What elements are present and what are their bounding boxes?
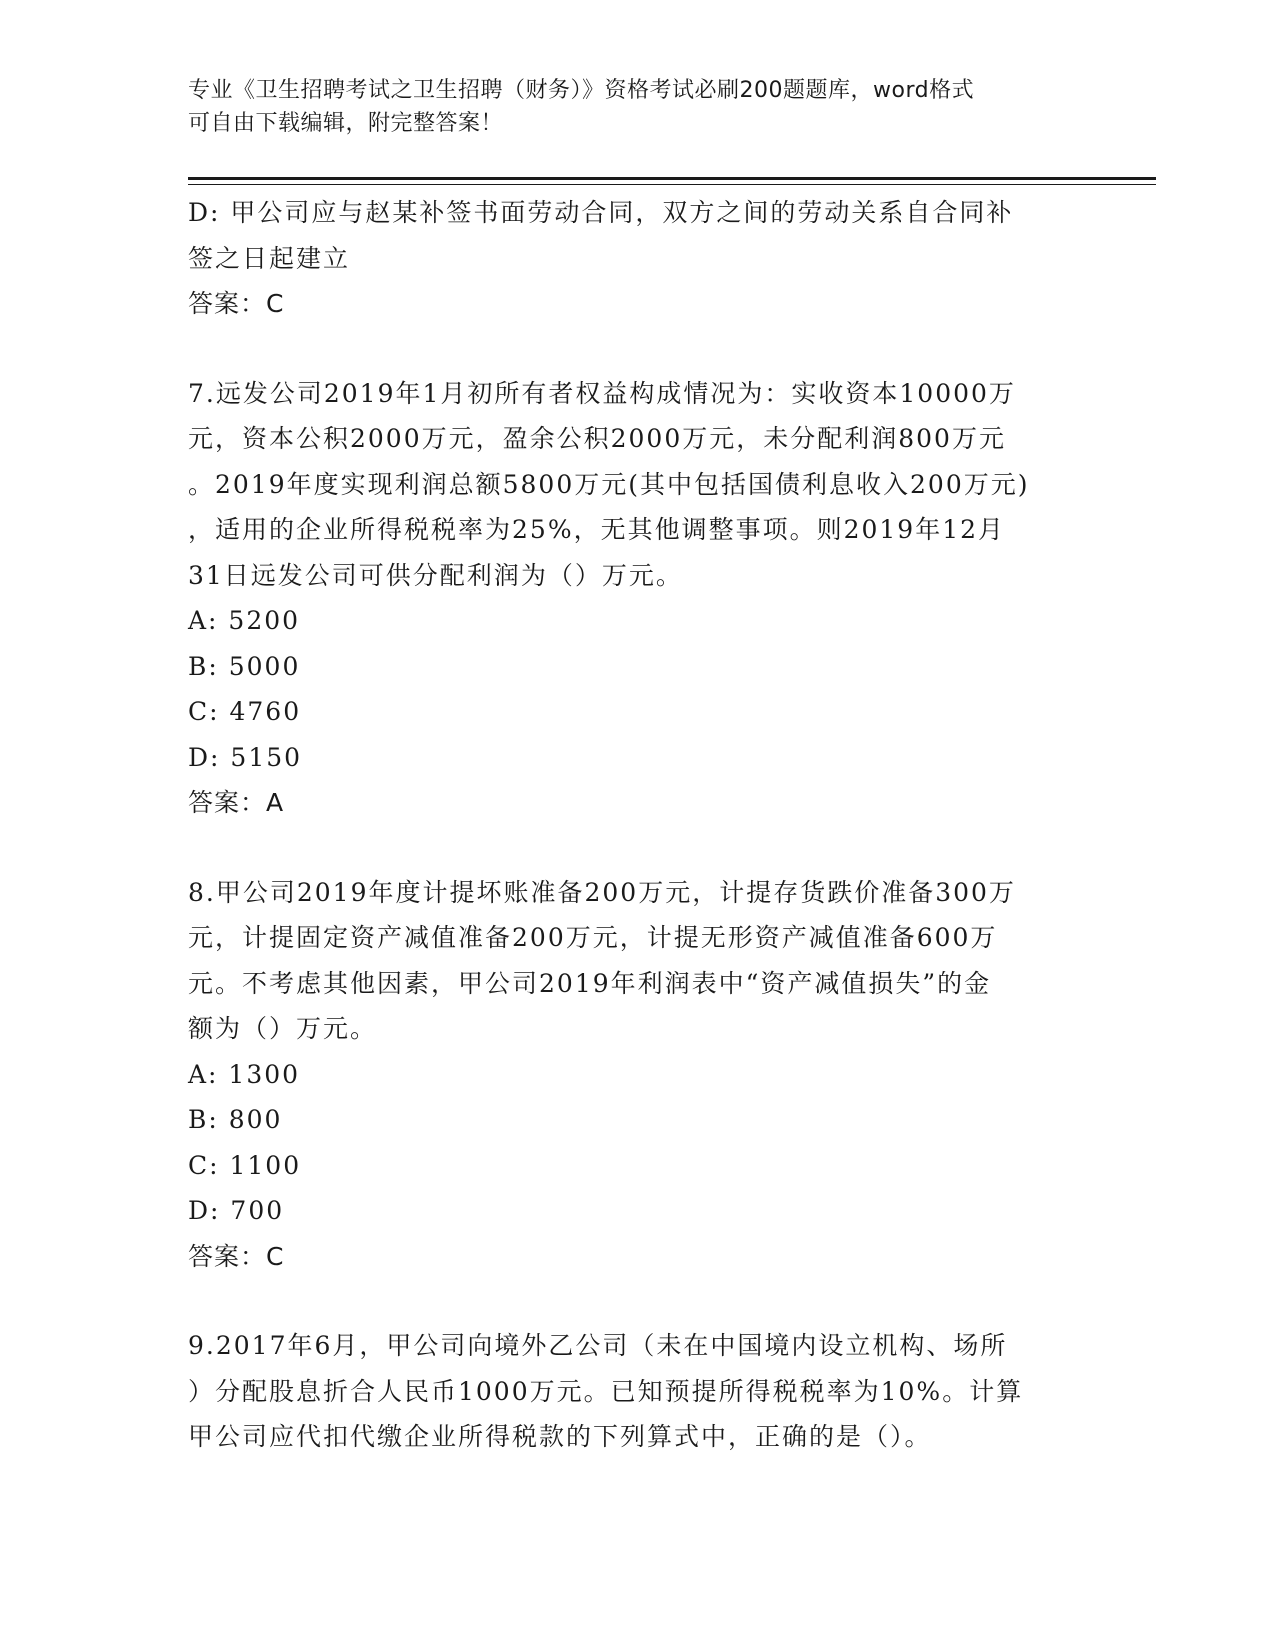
spacer	[188, 327, 1088, 371]
q7-option-b: B: 5000	[188, 651, 301, 681]
q7-option-d: D: 5150	[188, 742, 303, 772]
header-rule-thick	[188, 177, 1156, 180]
question-9	[188, 1323, 1088, 1460]
q8-option-d: D: 700	[188, 1196, 285, 1225]
header-line-2: 可自由下载编辑，附完整答案！	[188, 111, 504, 136]
q8-stem-line: 元。不考虑其他因素，甲公司2019年利润表中“资产减值损失”的金	[188, 968, 992, 998]
q9-stem-line: ）分配股息折合人民币1000万元。已知预提所得税税率为10%。计算	[188, 1376, 1024, 1406]
q7-stem-line: 31日远发公司可供分配利润为（）万元。	[188, 560, 683, 590]
question-8	[188, 870, 1088, 1280]
q9-stem-line: 9.2017年6月，甲公司向境外乙公司（未在中国境内设立机构、场所	[188, 1331, 1008, 1360]
spacer	[188, 1279, 1088, 1323]
q7-stem-line: 元，资本公积2000万元，盈余公积2000万元，未分配利润800万元	[188, 424, 1006, 453]
header-line-1: 专业《卫生招聘考试之卫生招聘（财务）》资格考试必刷200题题库，word格式	[188, 78, 975, 103]
q7-stem-line: 。2019年度实现利润总额5800万元(其中包括国债利息收入200万元)	[188, 469, 1030, 499]
q7-answer: 答案：A	[188, 788, 285, 817]
q8-stem-line: 元，计提固定资产减值准备200万元，计提无形资产减值准备600万	[188, 923, 998, 952]
q6-answer: 答案：C	[188, 289, 285, 318]
q8-answer: 答案：C	[188, 1241, 285, 1271]
header-rule-thin	[188, 184, 1156, 185]
q9-stem-line: 甲公司应代扣代缴企业所得税款的下列算式中，正确的是（）。	[188, 1422, 932, 1451]
q8-option-b: B: 800	[188, 1105, 283, 1134]
q8-option-c: C: 1100	[188, 1150, 302, 1180]
document-header	[188, 74, 1088, 140]
question-7	[188, 371, 1088, 826]
q8-stem-line: 额为（）万元。	[188, 1014, 378, 1043]
spacer	[188, 826, 1088, 870]
document-body	[188, 190, 1088, 1460]
q7-stem-line: ，适用的企业所得税税率为25%，无其他调整事项。则2019年12月	[188, 515, 1006, 544]
q6-option-d-line-2: 签之日起建立	[188, 243, 351, 273]
q8-option-a: A: 1300	[188, 1059, 301, 1089]
q7-stem-line: 7.远发公司2019年1月初所有者权益构成情况为：实收资本10000万	[188, 378, 1016, 408]
q7-option-a: A: 5200	[188, 606, 301, 635]
question-6-tail	[188, 190, 1088, 327]
q6-option-d-line-1: D: 甲公司应与赵某补签书面劳动合同，双方之间的劳动关系自合同补	[188, 198, 1014, 227]
q7-option-c: C: 4760	[188, 697, 302, 726]
q8-stem-line: 8.甲公司2019年度计提坏账准备200万元，计提存货跌价准备300万	[188, 877, 1016, 907]
